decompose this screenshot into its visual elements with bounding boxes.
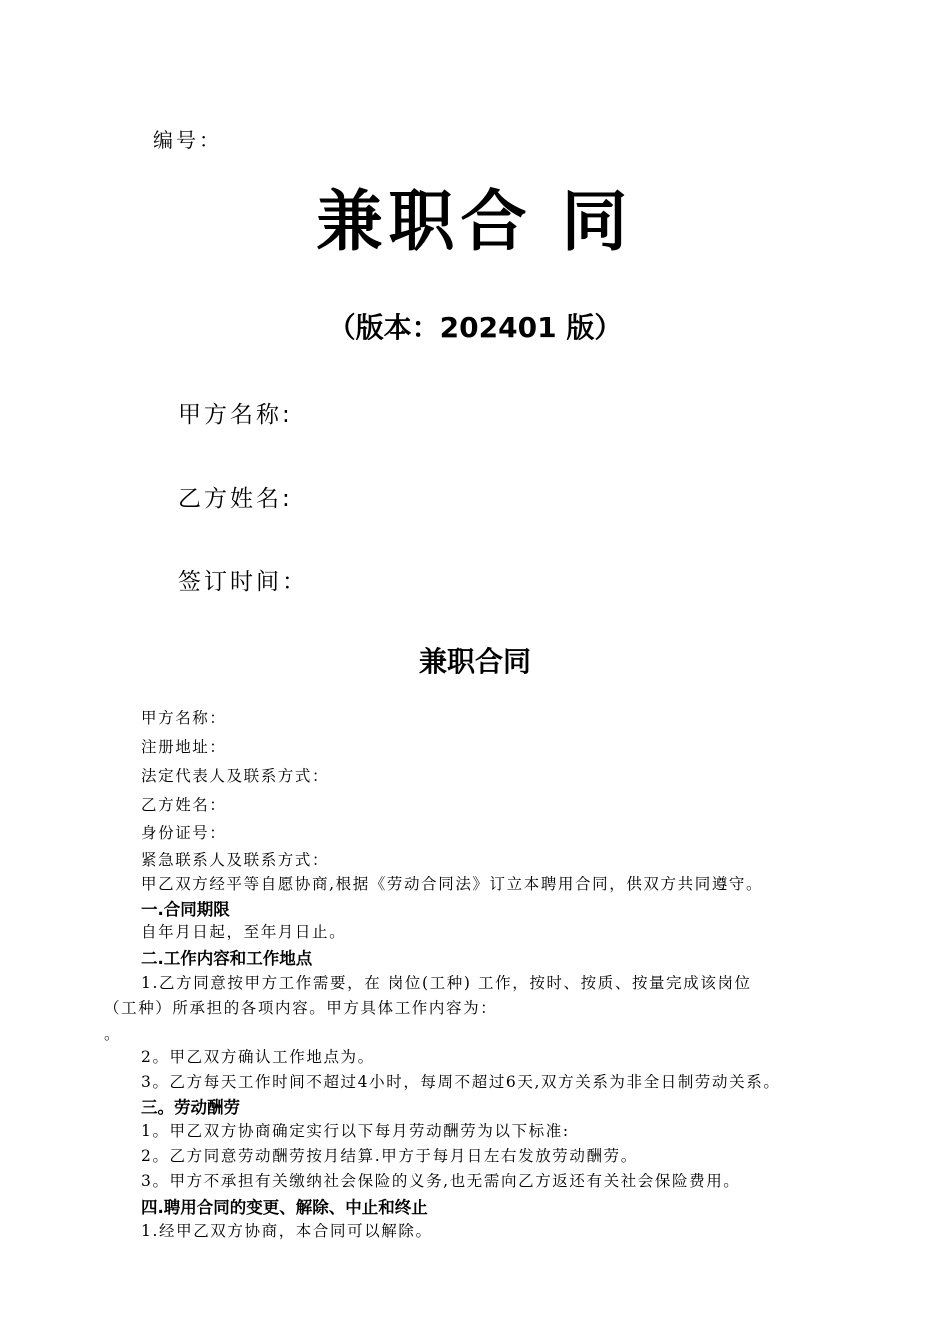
section-line: 1。甲乙双方协商确定实行以下每月劳动酬劳为以下标准:	[141, 1122, 570, 1140]
field-legal-representative: 法定代表人及联系方式：	[141, 767, 330, 785]
cover-sign-time: 签订时间：	[178, 569, 308, 595]
field-party-a-name: 甲方名称：	[141, 709, 227, 727]
field-id-number: 身份证号：	[141, 824, 227, 842]
section-heading: 三。劳动酬劳	[141, 1098, 240, 1117]
version-label: （版本：202401 版）	[327, 311, 623, 344]
section-line: 1.经甲乙双方协商，本合同可以解除。	[141, 1222, 433, 1240]
section-line: 。	[104, 1025, 122, 1043]
section-heading: 四.聘用合同的变更、解除、中止和终止	[141, 1198, 428, 1217]
cover-party-b-name: 乙方姓名:	[178, 486, 293, 512]
section-line: （工种）所承担的各项内容。甲方具体工作内容为：	[104, 999, 498, 1017]
section-line: 3。乙方每天工作时间不超过4小时，每周不超过6天,双方关系为非全日制劳动关系。	[141, 1073, 781, 1091]
section-heading: 二.工作内容和工作地点	[141, 949, 313, 968]
section-line: 1.乙方同意按甲方工作需要，在 岗位(工种) 工作，按时、按质、按量完成该岗位	[141, 974, 752, 992]
cover-title: 兼职合 同	[316, 182, 634, 260]
section-line: 3。甲方不承担有关缴纳社会保险的义务,也无需向乙方返还有关社会保险费用。	[141, 1172, 741, 1190]
field-emergency-contact: 紧急联系人及联系方式：	[141, 851, 330, 869]
section-line: 2。甲乙双方确认工作地点为。	[141, 1048, 375, 1066]
section-line: 2。乙方同意劳动酬劳按月结算.甲方于每月日左右发放劳动酬劳。	[141, 1147, 638, 1165]
field-party-b-name: 乙方姓名：	[141, 796, 227, 814]
section-line: 自年月日起，至年月日止。	[141, 923, 347, 941]
contract-number-label: 编号：	[153, 128, 222, 152]
section-heading: 一.合同期限	[141, 900, 230, 919]
field-registered-address: 注册地址：	[141, 738, 227, 756]
intro-paragraph: 甲乙双方经平等自愿协商,根据《劳动合同法》订立本聘用合同，供双方共同遵守。	[141, 875, 764, 893]
cover-party-a-name: 甲方名称:	[178, 402, 293, 428]
contract-title: 兼职合同	[418, 645, 531, 678]
